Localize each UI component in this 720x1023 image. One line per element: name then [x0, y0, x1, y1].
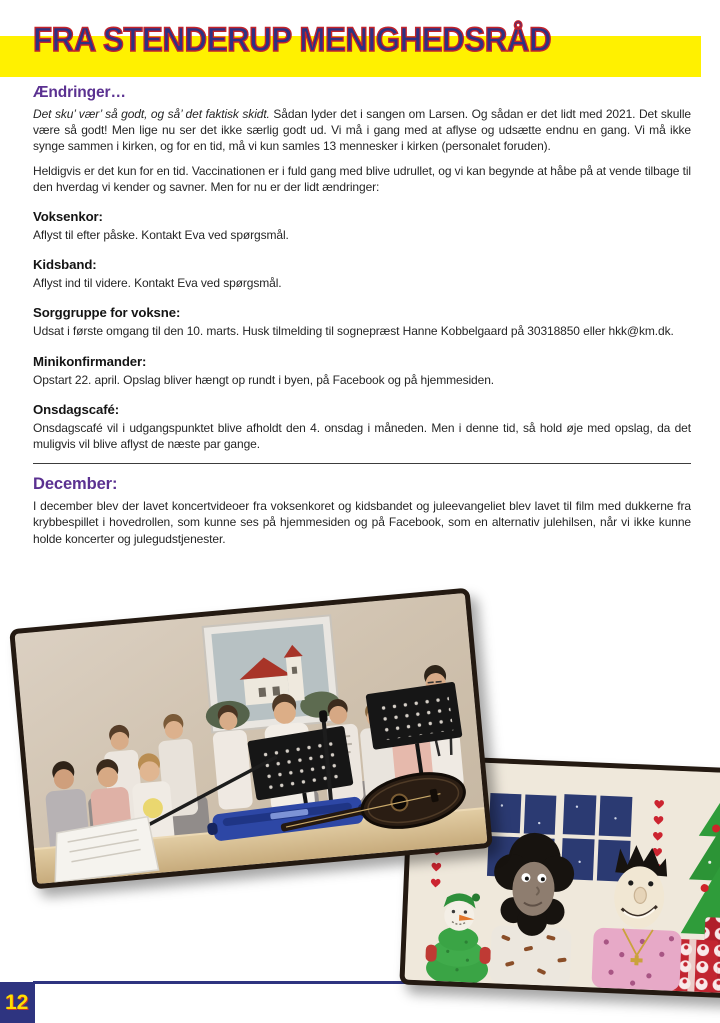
section-body: Aflyst til efter påske. Kontakt Eva ved spørgsmål. — [33, 228, 289, 243]
section-heading: Kidsband: — [33, 257, 97, 273]
page-number: 12 — [5, 990, 29, 1014]
december-paragraph: I december blev der lavet koncertvideoer fra voksenkoret og kidsbandet og juleevangeliet blev lavet til film med dukkerne fra krybbespillet i hovedrollen, som kunne ses på hjemmesiden og på Facebook, som en alternativ julehilsen, når vi ikke kunne holde koncerter og julegudstjenester. — [33, 499, 691, 546]
section-body: Aflyst ind til videre. Kontakt Eva ved spørgsmål. — [33, 276, 282, 291]
section-heading: Onsdagscafé: — [33, 401, 120, 417]
page-number-box — [0, 982, 35, 1023]
december-heading: December: — [33, 475, 118, 494]
divider-rule — [33, 463, 691, 464]
page-title: FRA STENDERUP MENIGHEDSRÅD — [33, 21, 552, 59]
section-body: Udsat i første omgang til den 10. marts. Husk tilmelding til sognepræst Hanne Kobbelgaard på 30318850 eller hkk@km.dk. — [33, 324, 674, 339]
article — [33, 84, 691, 547]
intro-heading: Ændringer… — [33, 84, 126, 101]
section-sorggruppe — [33, 305, 691, 339]
section-kidsband — [33, 257, 691, 291]
section-heading: Sorggruppe for voksne: — [33, 305, 181, 321]
section-voksenkor — [33, 209, 691, 243]
section-heading: Minikonfirmander: — [33, 353, 147, 369]
choir-photo-illustration — [15, 593, 488, 884]
section-onsdagscafe — [33, 402, 691, 452]
intro-paragraph — [33, 106, 691, 155]
section-body: Onsdagscafé vil i udgangspunktet blive afholdt den 4. onsdag i måneden. Men i denne tid, så hold øje med opslag, da det muligvis vil blive aflyst de næste par gange. — [33, 420, 691, 452]
intro-paragraph-2: Heldigvis er det kun for en tid. Vaccinationen er i fuld gang med blive udrullet, og vi kan begynde at håbe på at vende tilbage til den hverdag vi kender og savner. Men for nu er der lidt ændringer: — [33, 163, 691, 194]
intro-quote: Det sku’ vær’ så godt, og så’ det faktisk skidt. — [33, 107, 270, 121]
intro-text: Sådan lyder det i sangen om Larsen. Og sådan er det lidt med 2021. Det skulle være så godt! Men lige nu ser det ikke særlig godt ud. Vi må i gang med at aflyse og udsætte endnu en gang. Vi må ikke synge sammen i kirken, og for en tid, må vi kun samles 13 mennesker i kirken (personalet foruden). — [33, 107, 691, 154]
section-heading: Voksenkor: — [33, 209, 103, 225]
section-body: Opstart 22. april. Opslag bliver hængt op rundt i byen, på Facebook og på hjemmesiden. — [33, 372, 495, 387]
choir-photo — [9, 588, 493, 890]
section-minikonfirmander — [33, 354, 691, 388]
